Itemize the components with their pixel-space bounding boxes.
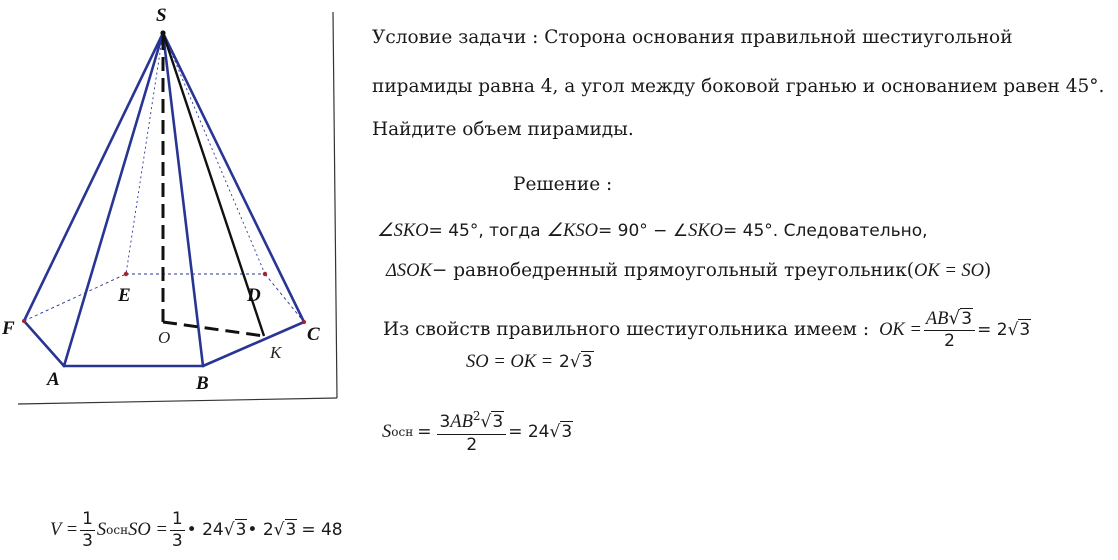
solution-step-6: V = $\frac{1}{3}$ S осн SO = $\frac{1}{3}$ • 24 √ 3 • 2 √ 3 = 48 <box>50 509 343 551</box>
step5-den: 2 <box>466 434 478 455</box>
step6-mid: • 24 <box>186 519 224 540</box>
vertex-label-s: S <box>156 5 167 26</box>
step2-close: ) <box>984 260 992 281</box>
step4-lhs: SO = OK = <box>466 352 554 372</box>
vertex-label-d: D <box>247 285 261 306</box>
step6-f-den: 3 <box>82 530 93 551</box>
problem-line-2: пирамиды равна 4, а угол между боковой гранью и основанием равен 45°. <box>372 76 1105 97</box>
step1-part-e: SKO <box>688 221 724 241</box>
angle-sko: ∠SKO <box>377 221 429 241</box>
step1-part-d: = 90° − ∠ <box>597 221 689 241</box>
vertex-label-o: O <box>158 328 171 347</box>
step5-rhs: = 24 <box>508 421 550 442</box>
vertex-e-dot <box>124 272 128 276</box>
step6-root1: 3 <box>235 519 247 540</box>
step1-part-f: = 45°. Следовательно, <box>723 221 928 241</box>
vertex-s-dot <box>160 30 165 35</box>
step3-num: AB <box>925 309 949 329</box>
step6-fraction-1 <box>80 510 95 550</box>
step1-part-b: = 45°, тогда <box>428 221 541 241</box>
step2-equality: OK = SO <box>914 261 985 281</box>
step5-fraction: $\frac{3AB^2√3}{2}$ <box>437 410 506 454</box>
step6-s: S <box>96 519 107 540</box>
vertex-label-b: B <box>196 373 209 394</box>
vertex-label-e: E <box>118 285 131 306</box>
step6-f-num: 1 <box>82 509 93 529</box>
step5-rhs-root: 3 <box>561 421 573 442</box>
vertex-label-k: K <box>270 343 282 362</box>
triangle-sok: ΔSOK <box>386 261 432 281</box>
step5-sub: осн <box>391 425 414 440</box>
vertex-c-dot <box>302 320 306 324</box>
step3-num-root: 3 <box>961 309 973 329</box>
step5-pow: 2 <box>472 409 481 423</box>
step6-fraction-2 <box>170 510 185 550</box>
problem-line-1: Условие задачи : Сторона основания правильной шестиугольной <box>372 27 1013 48</box>
step6-root2: 3 <box>285 519 297 540</box>
pyramid-figure <box>0 0 345 410</box>
frame-right-line <box>333 12 337 398</box>
step4-root: 3 <box>581 352 593 372</box>
vertex-label-c: C <box>307 324 320 345</box>
problem-line-3: Найдите объем пирамиды. <box>372 119 634 140</box>
step5-num-b: AB <box>450 412 473 433</box>
step6-result: = 48 <box>301 519 343 540</box>
solution-step-1 <box>377 222 928 241</box>
step5-num-root: 3 <box>492 412 504 433</box>
step6-mid2: • 2 <box>247 519 274 540</box>
step6-f2-num: 1 <box>171 509 183 529</box>
step6-lhs: V = <box>50 519 79 540</box>
step4-val: 2 <box>559 352 570 372</box>
step5-s: S <box>382 421 392 442</box>
step6-sub: осн <box>106 523 129 538</box>
angle-kso: ∠KSO <box>546 221 598 241</box>
vertex-label-f: F <box>2 318 15 339</box>
step3-fraction: $\frac{AB√3}{2}$ <box>924 309 975 351</box>
step6-f2-den: 3 <box>171 530 183 551</box>
step3-text: Из свойств правильного шестиугольника имеем : <box>383 318 870 340</box>
step5-eq: = <box>417 421 432 442</box>
solution-step-3: Из свойств правильного шестиугольника имеем : OK = $\frac{AB√3}{2}$ = 2 √ 3 <box>383 308 1031 352</box>
step3-rhs: = 2 <box>977 319 1008 340</box>
solution-heading: Решение : <box>513 174 613 195</box>
solution-step-2 <box>386 262 991 281</box>
step3-lhs: OK = <box>879 319 922 340</box>
solution-step-4: SO = OK = 2√3 <box>466 352 593 372</box>
segment-ok <box>163 322 264 336</box>
step3-den: 2 <box>944 331 955 352</box>
solution-step-5: S осн = $\frac{3AB^2√3}{2}$ = 24 √ 3 <box>382 409 573 455</box>
step6-so: SO = <box>128 519 168 540</box>
vertex-label-a: A <box>47 369 60 390</box>
frame-bottom-line <box>18 398 337 404</box>
vertex-f-dot <box>22 319 26 323</box>
step2-text: − равнобедренный прямоугольный треугольник( <box>431 260 914 281</box>
vertex-d-dot <box>263 272 267 276</box>
step5-num-a: 3 <box>439 412 451 433</box>
step3-rhs-root: 3 <box>1019 319 1031 340</box>
